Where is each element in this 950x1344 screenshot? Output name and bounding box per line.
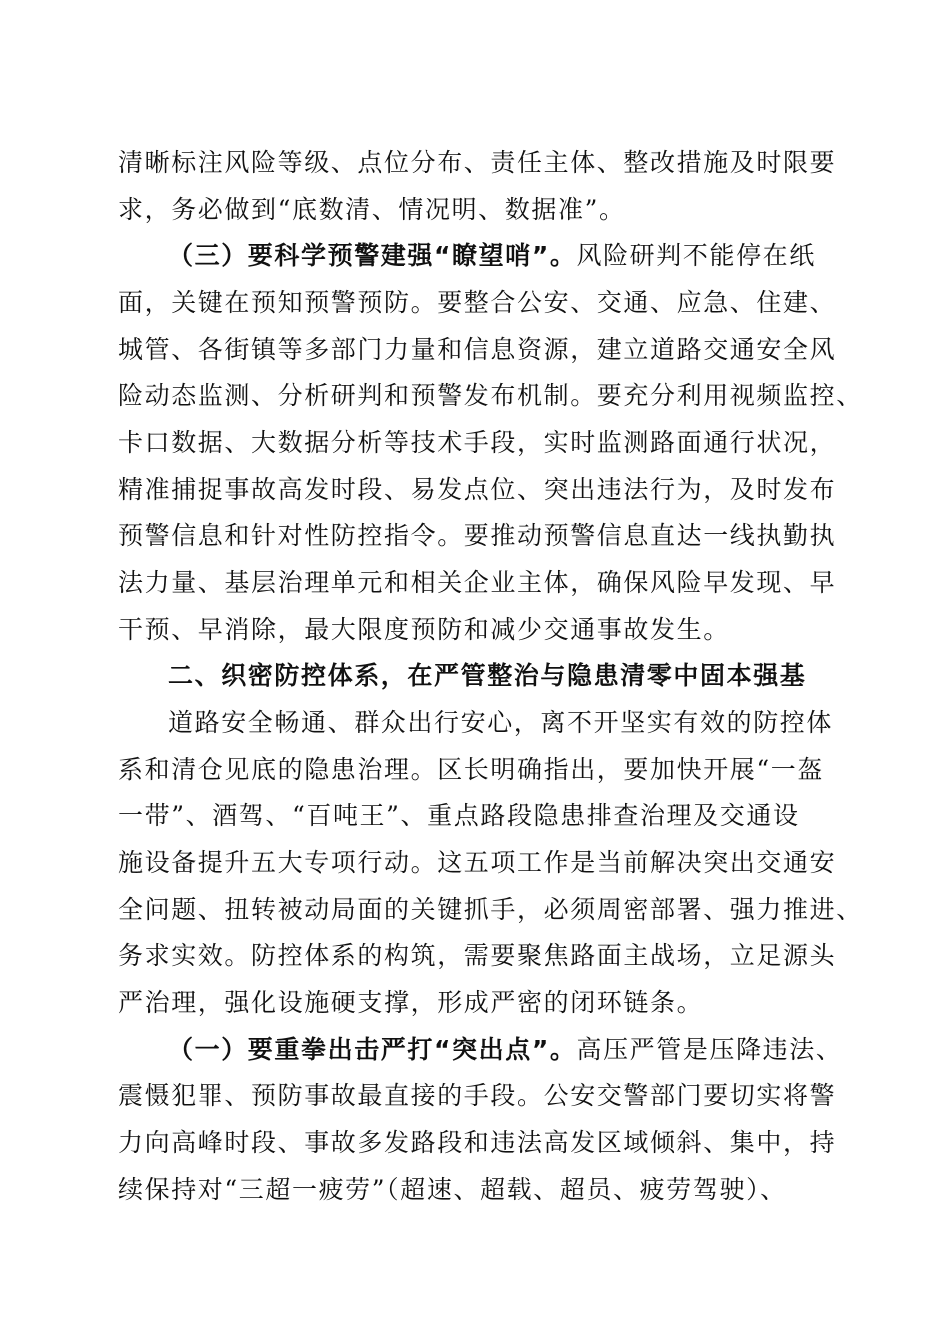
subheading-rest: 高压严管是压降违法、 (576, 1035, 843, 1064)
text-line: 险动态监测、分析研判和预警发布机制。要充分利用视频监控、 (118, 381, 863, 410)
text-line: 法力量、基层治理单元和相关企业主体，确保风险早发现、早 (118, 568, 837, 597)
text-line: 精准捕捉事故高发时段、易发点位、突出违法行为，及时发布 (118, 475, 837, 504)
text-line: 力向高峰时段、事故多发路段和违法高发区域倾斜、集中，持 (118, 1128, 837, 1157)
text-line: 卡口数据、大数据分析等技术手段，实时监测路面通行状况， (118, 428, 837, 457)
subheading-bold: （三）要科学预警建强“瞭望哨”。 (168, 241, 577, 270)
subheading-bold: （一）要重拳出击严打“突出点”。 (168, 1035, 577, 1064)
text-line: 系和清仓见底的隐患治理。区长明确指出，要加快开展“一盔 (118, 755, 824, 784)
text-line: 一带”、酒驾、“百吨王”、重点路段隐患排查治理及交通设 (118, 801, 800, 830)
text-line: 预警信息和针对性防控指令。要推动预警信息直达一线执勤执 (118, 521, 837, 550)
subheading-line (168, 1033, 842, 1066)
text-line: 震慑犯罪、预防事故最直接的手段。公安交警部门要切实将警 (118, 1081, 837, 1110)
subheading-rest: 风险研判不能停在纸 (576, 241, 816, 270)
section-heading: 二、织密防控体系，在严管整治与隐患清零中固本强基 (168, 661, 807, 690)
text-line: 务求实效。防控体系的构筑，需要聚焦路面主战场，立足源头 (118, 941, 837, 970)
subheading-line (168, 239, 816, 272)
text-line: 严治理，强化设施硬支撑，形成严密的闭环链条。 (118, 988, 704, 1017)
text-line: 城管、各街镇等多部门力量和信息资源，建立道路交通安全风 (118, 335, 837, 364)
text-line: 清晰标注风险等级、点位分布、责任主体、整改措施及时限要 (118, 148, 837, 177)
text-line: 干预、早消除，最大限度预防和减少交通事故发生。 (118, 615, 730, 644)
text-line: 面，关键在预知预警预防。要整合公安、交通、应急、住建、 (118, 288, 837, 317)
text-line: 施设备提升五大专项行动。这五项工作是当前解决突出交通安 (118, 848, 837, 877)
text-line: 求，务必做到“底数清、情况明、数据准”。 (118, 195, 626, 224)
text-line: 全问题、扭转被动局面的关键抓手，必须周密部署、强力推进、 (118, 895, 863, 924)
text-line: 续保持对“三超一疲劳”（超速、超载、超员、疲劳驾驶）、 (118, 1175, 787, 1204)
text-line: 道路安全畅通、群众出行安心，离不开坚实有效的防控体 (168, 708, 834, 737)
